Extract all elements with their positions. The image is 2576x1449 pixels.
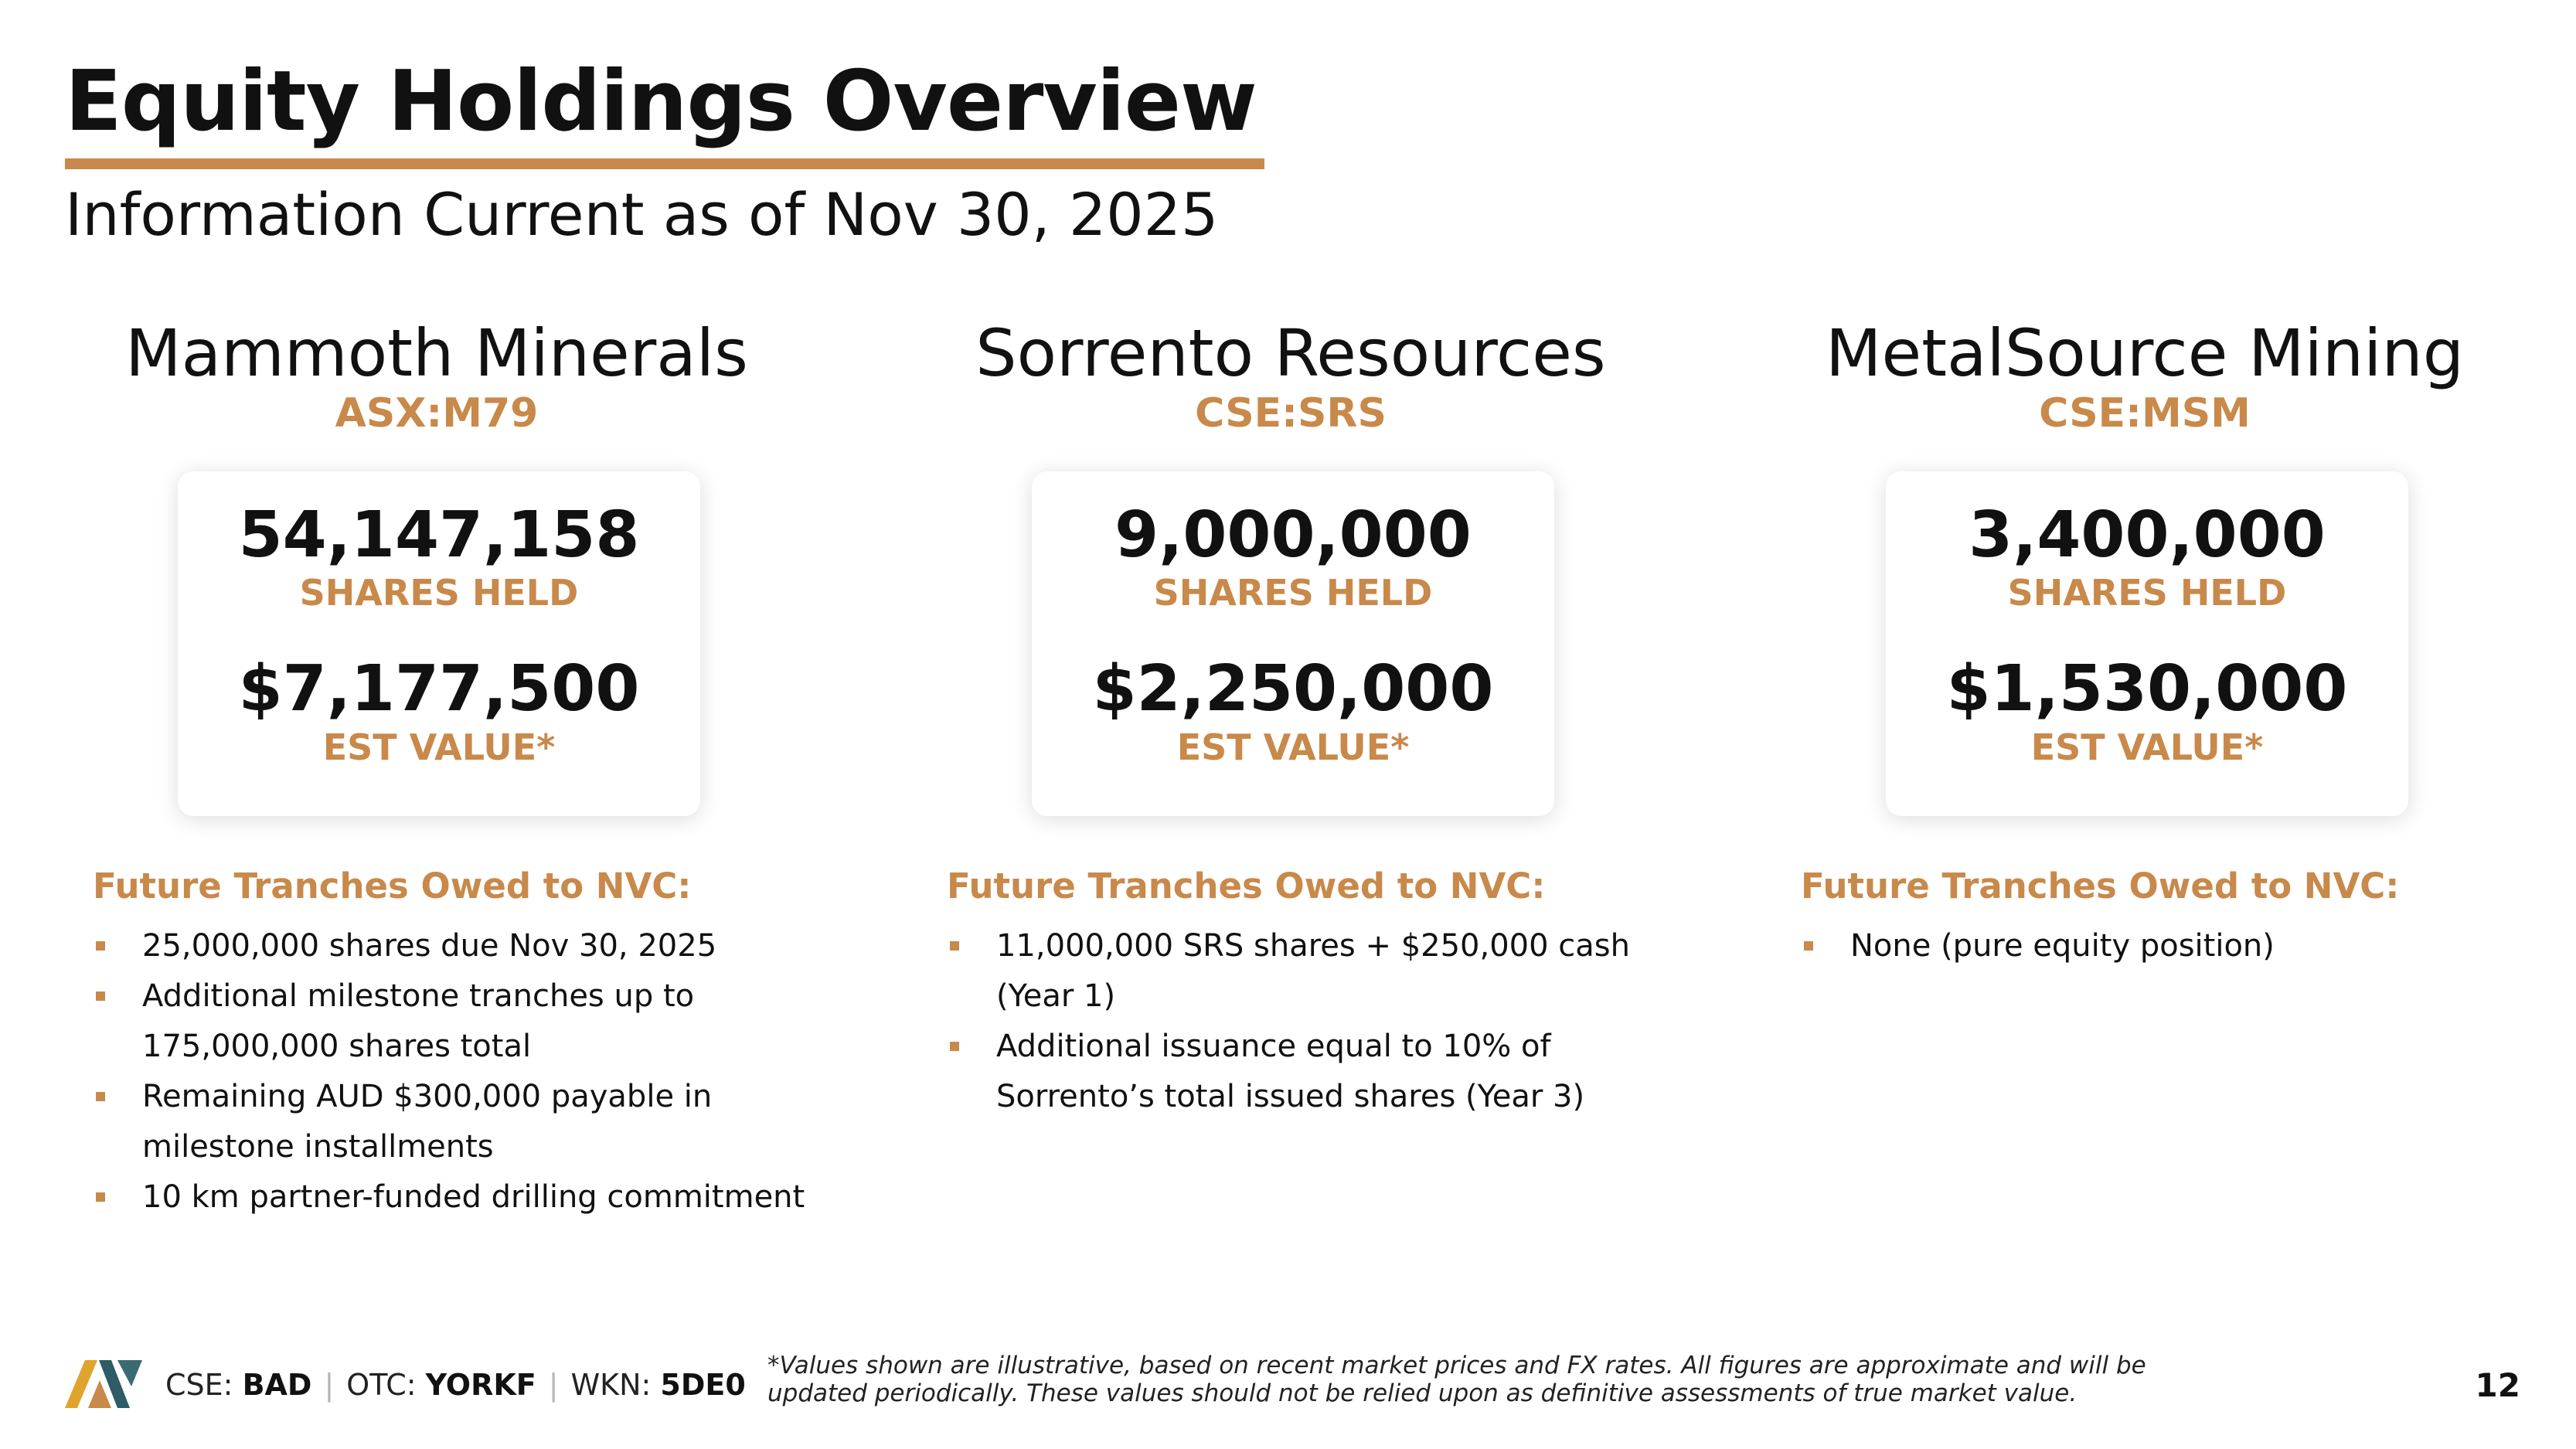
est-value-label: EST VALUE* xyxy=(1176,726,1410,768)
company-ticker: ASX:M79 xyxy=(335,390,539,437)
av-logo-icon xyxy=(65,1360,142,1408)
divider: | xyxy=(548,1368,559,1402)
company-column-mammoth xyxy=(39,315,835,1215)
est-value-label: EST VALUE* xyxy=(2030,726,2264,768)
shares-held-label: SHARES HELD xyxy=(1153,572,1433,614)
tranches-heading: Future Tranches Owed to NVC: xyxy=(1801,866,2400,906)
otc-value: YORKF xyxy=(425,1368,536,1402)
tranche-list xyxy=(947,921,1689,1122)
wkn-value: 5DE0 xyxy=(660,1368,746,1402)
page-subtitle: Information Current as of Nov 30, 2025 xyxy=(65,180,1219,249)
tranche-item: Additional milestone tranches up to 175,000,000 shares total xyxy=(93,971,835,1072)
divider: | xyxy=(324,1368,335,1402)
holdings-card xyxy=(178,471,700,816)
shares-held-value: 3,400,000 xyxy=(1969,498,2326,572)
tranche-item: 11,000,000 SRS shares + $250,000 cash (Year 1) xyxy=(947,921,1689,1022)
company-name: Mammoth Minerals xyxy=(125,315,748,391)
otc-label: OTC: xyxy=(346,1368,417,1402)
company-ticker: CSE:MSM xyxy=(2039,390,2251,437)
future-tranches xyxy=(947,866,1689,1122)
company-column-sorrento xyxy=(893,315,1689,1114)
company-name: MetalSource Mining xyxy=(1825,315,2465,391)
shares-held-label: SHARES HELD xyxy=(299,572,579,614)
company-name: Sorrento Resources xyxy=(975,315,1606,391)
tranches-heading: Future Tranches Owed to NVC: xyxy=(947,866,1546,906)
tranche-item: Additional issuance equal to 10% of Sorrento’s total issued shares (Year 3) xyxy=(947,1022,1689,1122)
wkn-label: WKN: xyxy=(570,1368,652,1402)
exchange-identifiers xyxy=(165,1368,746,1403)
tranche-list xyxy=(1801,921,2543,971)
future-tranches xyxy=(93,866,835,1223)
shares-held-value: 54,147,158 xyxy=(238,498,640,572)
company-ticker: CSE:SRS xyxy=(1195,390,1387,437)
page-title: Equity Holdings Overview xyxy=(65,53,1257,150)
tranche-item: None (pure equity position) xyxy=(1801,921,2543,971)
tranche-item: Remaining AUD $300,000 payable in milestone installments xyxy=(93,1072,835,1172)
holdings-card xyxy=(1886,471,2408,816)
tranche-list xyxy=(93,921,835,1223)
cse-value: BAD xyxy=(242,1368,312,1402)
tranche-item: 25,000,000 shares due Nov 30, 2025 xyxy=(93,921,835,971)
holdings-card xyxy=(1032,471,1554,816)
disclaimer-text: *Values shown are illustrative, based on recent market prices and FX rates. All figures are approximate and will be updated periodically. These values should not be relied upon as definitive assessments of true market value. xyxy=(767,1352,2146,1407)
title-underline xyxy=(65,158,1264,169)
est-value: $7,177,500 xyxy=(238,652,640,726)
cse-label: CSE: xyxy=(165,1368,233,1402)
tranches-heading: Future Tranches Owed to NVC: xyxy=(93,866,692,906)
tranche-item: 10 km partner-funded drilling commitment xyxy=(93,1172,835,1223)
shares-held-label: SHARES HELD xyxy=(2007,572,2287,614)
est-value-label: EST VALUE* xyxy=(322,726,556,768)
page-number: 12 xyxy=(2475,1366,2520,1404)
est-value: $2,250,000 xyxy=(1092,652,1494,726)
company-column-metalsource xyxy=(1747,315,2543,964)
est-value: $1,530,000 xyxy=(1946,652,2348,726)
shares-held-value: 9,000,000 xyxy=(1114,498,1472,572)
future-tranches xyxy=(1801,866,2543,971)
